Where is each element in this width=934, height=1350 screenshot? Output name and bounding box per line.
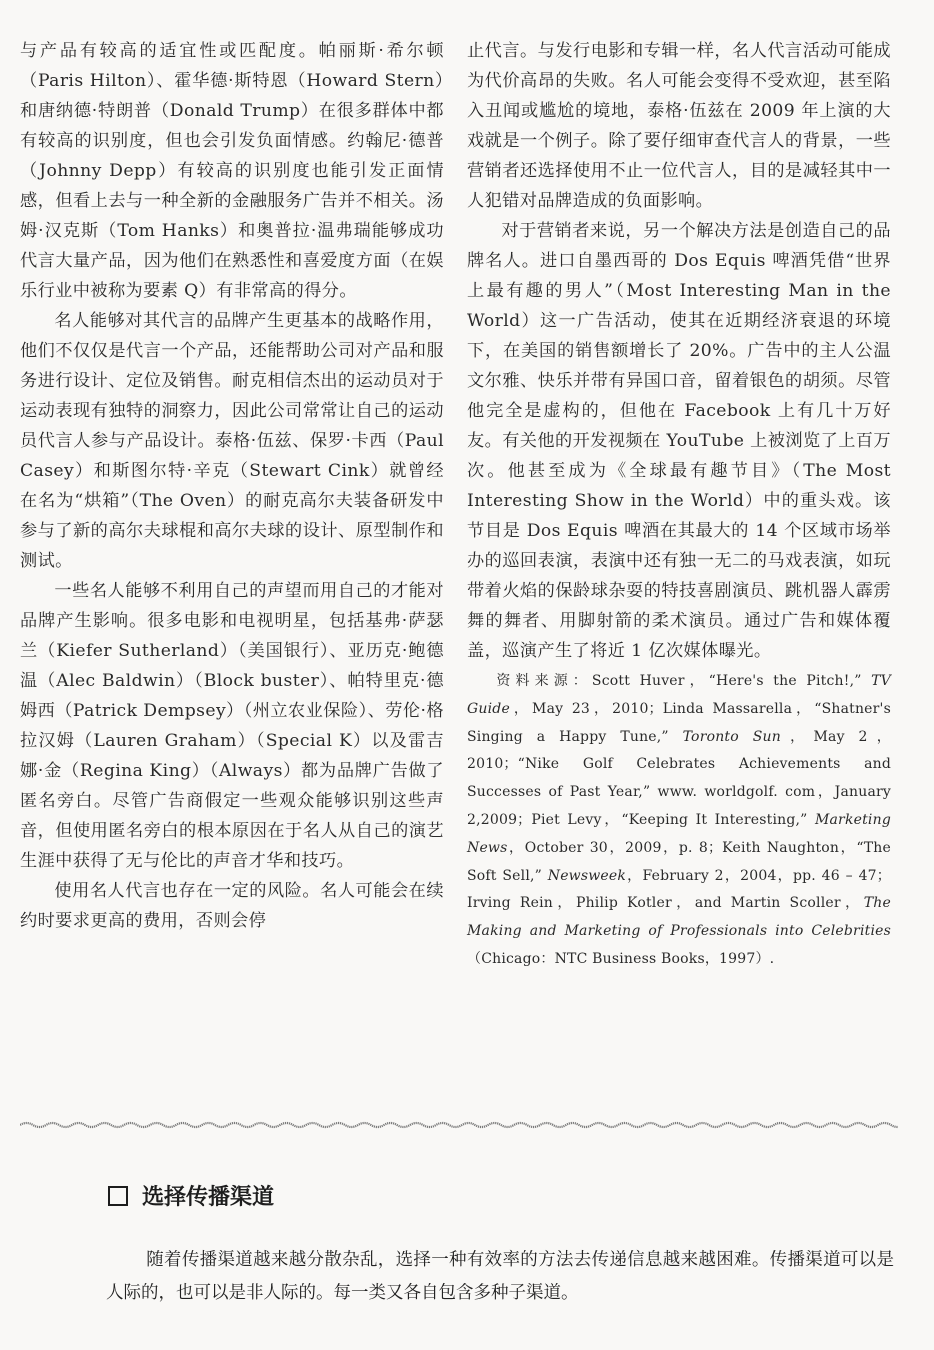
source-citation (467, 668, 891, 974)
paragraph-anonymous-voiceover: 一些名人能够不利用自己的声望而用自己的才能对品牌产生影响。很多电影和电视明星，包括基弗·萨瑟兰（Kiefer Sutherland）（美国银行）、亚历克·鲍德温（Alec Baldwin）（Block buster）、帕特里克·德姆西（Patrick Dempsey）（州立农业保险）、劳伦·格拉汉姆（Lauren Graham）（Special K）以及雷吉娜·金（Regina King）（Always）都为品牌广告做了匿名旁白。尽管广告商假定一些观众能够识别这些声音，但使用匿名旁白的根本原因在于名人从自己的演艺生涯中获得了无与伦比的声音才华和技巧。 (20, 581, 444, 871)
paragraph-risk-continued: 止代言。与发行电影和专辑一样，名人代言活动可能成为代价高昂的失败。名人可能会变得不受欢迎，甚至陷入丑闻或尴尬的境地，泰格·伍兹在 2009 年上演的大戏就是一个例子。除了要仔细审查代言人的背景，一些营销者还选择使用不止一位代言人，目的是减轻其中一人犯错对品牌造成的负面影响。 (467, 41, 891, 211)
source-publication-title: Toronto Sun (682, 728, 781, 745)
source-segment: Scott Huver，“Here's the Pitch!,” (591, 673, 872, 689)
source-publication-title: TV Guide (467, 673, 891, 717)
section-heading-text: 选择传播渠道 (142, 1185, 275, 1210)
source-segment: ，October 30，2009，p. 8；Keith Naughton，“The Soft Sell,” (467, 839, 891, 884)
paragraph-celebrity-risk: 使用名人代言也存在一定的风险。名人可能会在续约时要求更高的费用，否则会停 (20, 881, 444, 931)
paragraph-strategic-role: 名人能够对其代言的品牌产生更基本的战略作用，他们不仅仅是代言一个产品，还能帮助公司对产品和服务进行设计、定位及销售。耐克相信杰出的运动员对于运动表现有独特的洞察力，因此公司常常让自己的运动员代言人参与产品设计。泰格·伍兹、保罗·卡西（Paul Casey）和斯图尔特·辛克（Stewart Cink）就曾经在名为“烘箱”（The Oven）的耐克高尔夫装备研发中参与了新的高尔夫球棍和高尔夫球的设计、原型制作和测试。 (20, 311, 444, 571)
checkbox-square-icon (108, 1186, 128, 1206)
section-body (106, 1244, 894, 1310)
paragraph-celebrity-fit: 与产品有较高的适宜性或匹配度。帕丽斯·希尔顿（Paris Hilton）、霍华德·斯特恩（Howard Stern）和唐纳德·特朗普（Donald Trump）在很多群体中都有较高的识别度，但也会引发负面情感。约翰尼·德普（Johnny Depp）有较高的识别度也能引发正面情感，但看上去与一种全新的金融服务广告并不相关。汤姆·汉克斯（Tom Hanks）和奥普拉·温弗瑞能够成功代言大量产品，因为他们在熟悉性和喜爱度方面（在娱乐行业中被称为要素 Q）有非常高的得分。 (20, 41, 444, 301)
source-publication-title: Marketing News (467, 811, 891, 856)
source-publication-title: Newsweek (547, 867, 627, 884)
paragraph-brand-celebrity: 对于营销者来说，另一个解决方法是创造自己的品牌名人。进口自墨西哥的 Dos Equis 啤酒凭借“世界上最有趣的男人”（Most Interesting Man in the World）这一广告活动，使其在近期经济衰退的环境下，在美国的销售额增长了 20%。广告中的主人公温文尔雅、快乐并带有异国口音，留着银色的胡须。尽管他完全是虚构的，但他在 Facebook 上有几十万好友。有关他的开发视频在 YouTube 上被浏览了上百万次。他甚至成为《全球最有趣节目》（The Most Interesting Show in the World）中的重头戏。该节目是 Dos Equis 啤酒在其最大的 14 个区域市场举办的巡回表演，表演中还有独一无二的马戏表演，如玩带着火焰的保龄球杂耍的特技喜剧演员、跳机器人霹雳舞的舞者、用脚射箭的柔术演员。通过广告和媒体覆盖，巡演产生了将近 1 亿次媒体曝光。 (467, 221, 891, 661)
source-label: 资料来源： (496, 673, 592, 689)
section-paragraph: 随着传播渠道越来越分散杂乱，选择一种有效率的方法去传递信息越来越困难。传播渠道可以是人际的，也可以是非人际的。每一类又各自包含多种子渠道。 (106, 1250, 894, 1303)
section-heading (108, 1180, 274, 1211)
wavy-divider (20, 1120, 898, 1130)
source-segment: ，May 2，2010；“Nike Golf Celebrates Achievements and Successes of Past Year,” www. worldgolf. com，January 2,2009；Piet Levy，“Keeping It Interesting,” (467, 728, 891, 828)
left-column (20, 36, 444, 936)
source-segment: ，May 23，2010；Linda Massarella，“Shatner's Singing a Happy Tune,” (467, 700, 891, 745)
source-segment: ，February 2，2004，pp. 46 – 47；Irving Rein，Philip Kotler，and Martin Scoller， (467, 867, 891, 912)
source-segment: （Chicago：NTC Business Books，1997）. (467, 950, 775, 967)
wavy-divider-line (20, 1123, 898, 1127)
source-publication-title: The Making and Marketing of Professionals into Celebrities (467, 895, 891, 940)
source-text (467, 673, 891, 967)
right-column (467, 36, 891, 974)
